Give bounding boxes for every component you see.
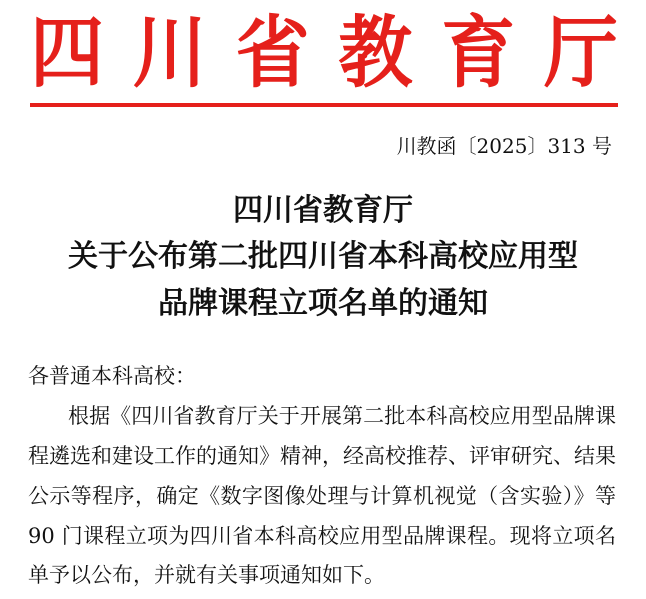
masthead-char: 厅 <box>543 7 618 99</box>
title-line-3: 品牌课程立项名单的通知 <box>158 286 488 321</box>
masthead <box>30 8 618 98</box>
masthead-char: 省 <box>235 7 310 99</box>
masthead-char: 川 <box>132 7 207 99</box>
body-line: 根据《四川省教育厅关于开展第二批本科高校应用型品牌课 <box>68 404 616 428</box>
masthead-char: 育 <box>441 7 516 99</box>
body-line: 单予以公布，并就有关事项通知如下。 <box>28 563 385 587</box>
greeting: 各普通本科高校： <box>28 364 196 388</box>
document-number: 川教函〔2025〕313 号 <box>396 134 612 158</box>
body-line: 公示等程序，确定《数字图像处理与计算机视觉（含实验）》等 <box>28 484 616 508</box>
red-separator-line <box>30 103 618 107</box>
masthead-char: 教 <box>338 7 413 99</box>
title-line-1: 四川省教育厅 <box>233 193 413 228</box>
masthead-char: 四 <box>30 7 104 99</box>
title-line-2: 关于公布第二批四川省本科高校应用型 <box>68 239 578 274</box>
body-line: 程遴选和建设工作的通知》精神，经高校推荐、评审研究、结果 <box>28 444 616 468</box>
body-line: 90 门课程立项为四川省本科高校应用型品牌课程。现将立项名 <box>28 524 616 548</box>
